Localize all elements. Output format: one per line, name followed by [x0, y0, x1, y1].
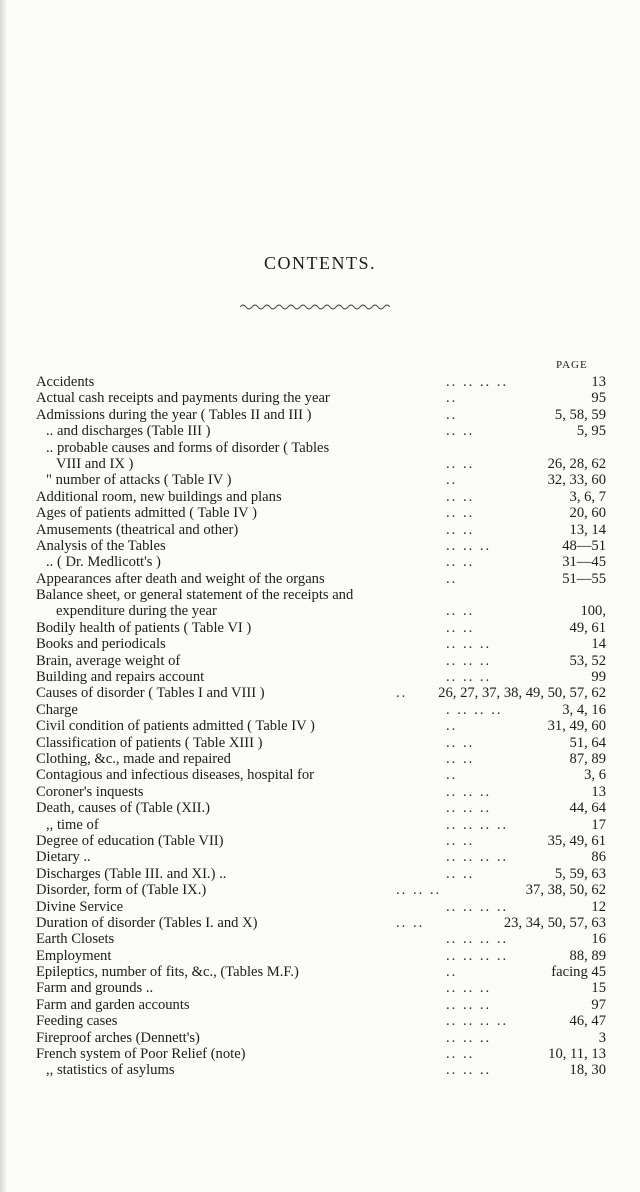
leader-dots: ..	[396, 685, 408, 702]
entry-label: Earth Closets	[36, 931, 115, 948]
index-entry	[36, 899, 606, 915]
entry-label: Bodily health of patients ( Table VI )	[36, 619, 252, 636]
leader-dots: ..	[446, 390, 458, 407]
index-entry	[36, 636, 606, 652]
leader-dots: .. .. ..	[446, 669, 492, 686]
entry-label: Employment	[36, 947, 112, 964]
entry-label: Disorder, form of (Table IX.)	[36, 882, 207, 899]
index-entry	[36, 538, 606, 554]
entry-pages: 26, 27, 37, 38, 49, 50, 57, 62	[438, 685, 606, 702]
index-entry	[36, 1030, 606, 1046]
entry-pages: 5, 95	[576, 423, 606, 440]
entry-pages: 23, 34, 50, 57, 63	[503, 914, 606, 931]
entry-pages: 100,	[580, 603, 606, 620]
index-entry	[36, 849, 606, 865]
leader-dots: .. .. .. ..	[446, 816, 509, 833]
entry-pages: 53, 52	[569, 652, 606, 669]
index-entry	[36, 767, 606, 783]
leader-dots: ..	[446, 718, 458, 735]
index-entry	[36, 751, 606, 767]
binding-edge	[0, 0, 6, 1192]
leader-dots: .. .. ..	[446, 537, 492, 554]
entry-pages: 46, 47	[569, 1013, 606, 1030]
index-entry	[36, 505, 606, 521]
entry-label: Analysis of the Tables	[36, 537, 166, 554]
entry-label: ,, statistics of asylums	[46, 1062, 175, 1079]
leader-dots: .. ..	[446, 521, 475, 538]
entry-label: Admissions during the year ( Tables II and III )	[36, 406, 312, 423]
index-entry	[36, 735, 606, 751]
entry-label: Amusements (theatrical and other)	[36, 521, 239, 538]
index-entry	[36, 1062, 606, 1078]
entry-label: Books and periodicals	[36, 636, 166, 653]
leader-dots: . .. .. ..	[446, 701, 503, 718]
leader-dots: .. ..	[446, 832, 475, 849]
leader-dots: .. .. .. ..	[446, 947, 509, 964]
index-entry	[36, 456, 606, 472]
entry-pages: 44, 64	[569, 800, 606, 817]
entry-pages: 31, 49, 60	[547, 718, 606, 735]
leader-dots: .. ..	[446, 505, 475, 522]
entry-label: Feeding cases	[36, 1013, 118, 1030]
entry-pages: 3, 6	[584, 767, 606, 784]
leader-dots: .. .. .. ..	[446, 374, 509, 390]
entry-pages: 51, 64	[569, 734, 606, 751]
entry-label: Classification of patients ( Table XIII )	[36, 734, 263, 751]
index-entry	[36, 997, 606, 1013]
leader-dots: .. ..	[446, 1046, 475, 1063]
entry-pages: 20, 60	[569, 505, 606, 522]
entry-label: " number of attacks ( Table IV )	[46, 472, 232, 489]
entry-pages: 99	[591, 669, 606, 686]
index-entry	[36, 718, 606, 734]
entry-label: Clothing, &c., made and repaired	[36, 750, 231, 767]
entry-pages: 95	[591, 390, 606, 407]
leader-dots: .. .. ..	[446, 1062, 492, 1079]
entry-label: Degree of education (Table VII)	[36, 832, 224, 849]
index-entry	[36, 1013, 606, 1029]
entry-label: Building and repairs account	[36, 669, 205, 686]
index-entry	[36, 800, 606, 816]
index-entry	[36, 620, 606, 636]
page-title: CONTENTS.	[264, 253, 376, 273]
leader-dots: ..	[446, 964, 458, 981]
entry-pages: 10, 11, 13	[548, 1046, 606, 1063]
entry-label: Actual cash receipts and payments during the year	[36, 390, 330, 407]
entry-pages: 49, 61	[569, 619, 606, 636]
index-entry	[36, 603, 606, 619]
entry-label: ,, time of	[46, 816, 99, 833]
leader-dots: .. .. ..	[446, 652, 492, 669]
entry-pages: 18, 30	[569, 1062, 606, 1079]
entry-label: Death, causes of (Table (XII.)	[36, 800, 211, 817]
entry-label: Appearances after death and weight of the organs	[36, 570, 325, 587]
index-entry	[36, 587, 606, 603]
entry-pages: 12	[591, 898, 606, 915]
index-entry	[36, 915, 606, 931]
entry-label: French system of Poor Relief (note)	[36, 1046, 246, 1063]
index-entry	[36, 653, 606, 669]
leader-dots: .. ..	[446, 603, 475, 620]
entry-pages: 26, 28, 62	[547, 455, 606, 472]
entry-label: Contagious and infectious diseases, hospital for	[36, 767, 315, 784]
entry-pages: 13	[591, 374, 606, 390]
wavy-rule-ornament	[240, 302, 390, 312]
leader-dots: .. .. .. ..	[446, 1013, 509, 1030]
contents-index	[36, 374, 606, 1079]
index-entry	[36, 472, 606, 488]
entry-pages: 86	[591, 849, 606, 866]
entry-pages: 16	[591, 931, 606, 948]
leader-dots: .. .. ..	[446, 800, 492, 817]
index-entry	[36, 522, 606, 538]
leader-dots: ..	[446, 570, 458, 587]
entry-pages: 88, 89	[569, 947, 606, 964]
index-entry	[36, 423, 606, 439]
index-entry	[36, 440, 606, 456]
index-entry	[36, 866, 606, 882]
entry-pages: 48—51	[562, 537, 606, 554]
entry-pages: 3, 4, 16	[562, 701, 606, 718]
entry-label: Civil condition of patients admitted ( Table IV )	[36, 718, 315, 735]
leader-dots: .. ..	[396, 914, 425, 931]
entry-pages: 51—55	[562, 570, 606, 587]
entry-pages: 97	[591, 996, 606, 1013]
entry-label: Balance sheet, or general statement of the receipts and	[36, 587, 354, 604]
index-entry	[36, 833, 606, 849]
entry-pages: 13, 14	[569, 521, 606, 538]
leader-dots: ..	[446, 472, 458, 489]
entry-label: Duration of disorder (Tables I. and X)	[36, 914, 258, 931]
entry-label: .. ( Dr. Medlicott's )	[46, 554, 161, 571]
entry-label: Farm and garden accounts	[36, 996, 190, 1013]
entry-pages: 31—45	[562, 554, 606, 571]
leader-dots: .. ..	[446, 865, 475, 882]
index-entry	[36, 554, 606, 570]
leader-dots: .. ..	[446, 750, 475, 767]
entry-label: Causes of disorder ( Tables I and VIII )	[36, 685, 265, 702]
entry-pages: 3	[598, 1029, 606, 1046]
index-entry	[36, 931, 606, 947]
entry-label: VIII and IX )	[56, 455, 134, 472]
leader-dots: .. .. .. ..	[446, 849, 509, 866]
entry-label: Ages of patients admitted ( Table IV )	[36, 505, 257, 522]
index-entry	[36, 882, 606, 898]
entry-label: Coroner's inquests	[36, 783, 144, 800]
entry-label: .. probable causes and forms of disorder ( Tables	[46, 439, 330, 456]
entry-label: Discharges (Table III. and XI.) ..	[36, 865, 227, 882]
page-column-label: PAGE	[556, 359, 588, 371]
leader-dots: .. .. ..	[446, 783, 492, 800]
entry-label: Epileptics, number of fits, &c., (Tables M.F.)	[36, 964, 299, 981]
entry-pages: 17	[591, 816, 606, 833]
index-entry	[36, 489, 606, 505]
index-entry	[36, 407, 606, 423]
leader-dots: .. ..	[446, 619, 475, 636]
entry-label: Farm and grounds ..	[36, 980, 154, 997]
entry-pages: 87, 89	[569, 750, 606, 767]
entry-pages: 3, 6, 7	[569, 488, 606, 505]
index-entry	[36, 948, 606, 964]
index-entry	[36, 374, 606, 390]
entry-pages: facing 45	[551, 964, 606, 981]
entry-label: Additional room, new buildings and plans	[36, 488, 282, 505]
leader-dots: .. .. .. ..	[446, 931, 509, 948]
index-entry	[36, 980, 606, 996]
entry-label: Fireproof arches (Dennett's)	[36, 1029, 200, 1046]
index-entry	[36, 390, 606, 406]
index-entry	[36, 817, 606, 833]
leader-dots: .. ..	[446, 554, 475, 571]
leader-dots: .. .. .. ..	[446, 898, 509, 915]
entry-label: Dietary ..	[36, 849, 91, 866]
leader-dots: .. ..	[446, 423, 475, 440]
entry-label: Divine Service	[36, 898, 124, 915]
leader-dots: ..	[446, 767, 458, 784]
index-entry	[36, 702, 606, 718]
index-entry	[36, 669, 606, 685]
entry-pages: 32, 33, 60	[547, 472, 606, 489]
entry-label: Charge	[36, 701, 78, 718]
leader-dots: .. ..	[446, 488, 475, 505]
entry-pages: 13	[591, 783, 606, 800]
entry-pages: 14	[591, 636, 606, 653]
index-entry	[36, 1046, 606, 1062]
leader-dots: .. .. ..	[446, 980, 492, 997]
index-entry	[36, 964, 606, 980]
entry-pages: 37, 38, 50, 62	[525, 882, 606, 899]
leader-dots: .. .. ..	[446, 1029, 492, 1046]
leader-dots: .. ..	[446, 455, 475, 472]
index-entry	[36, 685, 606, 701]
entry-label: .. and discharges (Table III )	[46, 423, 211, 440]
index-entry	[36, 784, 606, 800]
entry-label: Brain, average weight of	[36, 652, 181, 669]
entry-pages: 15	[591, 980, 606, 997]
index-entry	[36, 571, 606, 587]
entry-label: Accidents	[36, 374, 95, 390]
entry-pages: 5, 58, 59	[554, 406, 606, 423]
entry-pages: 35, 49, 61	[547, 832, 606, 849]
leader-dots: .. .. ..	[396, 882, 442, 899]
leader-dots: .. .. ..	[446, 636, 492, 653]
leader-dots: ..	[446, 406, 458, 423]
leader-dots: .. ..	[446, 734, 475, 751]
entry-pages: 5, 59, 63	[554, 865, 606, 882]
entry-label: expenditure during the year	[56, 603, 217, 620]
leader-dots: .. .. ..	[446, 996, 492, 1013]
